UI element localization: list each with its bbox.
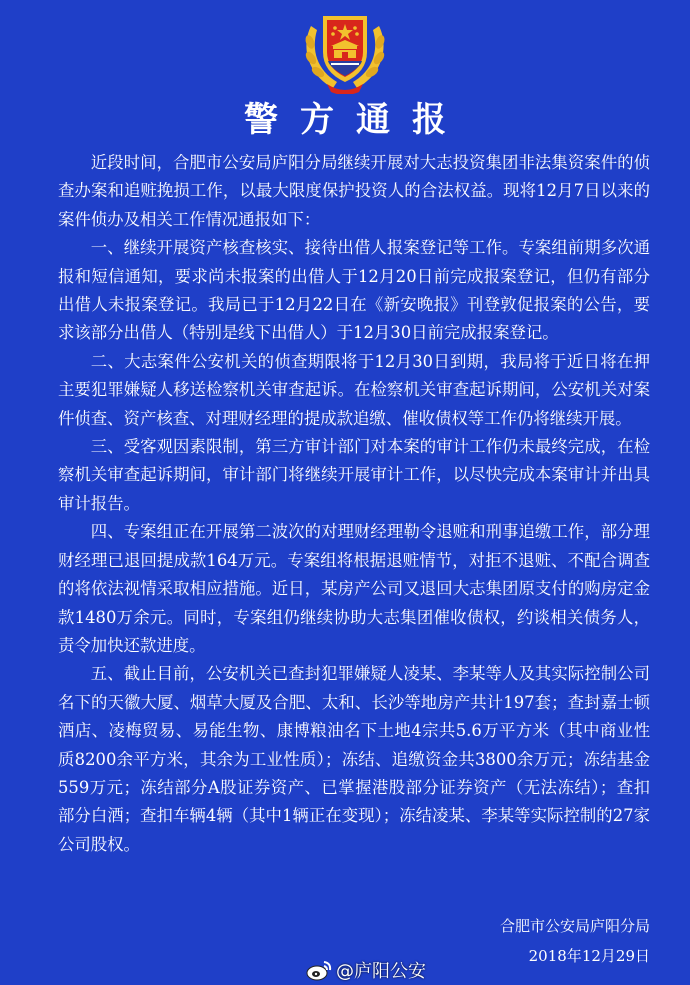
police-emblem-icon — [297, 6, 393, 94]
weibo-account-label: @庐阳公安 — [336, 961, 426, 982]
weibo-watermark — [306, 956, 426, 984]
section-3-paragraph: 三、受客观因素限制，第三方审计部门对本案的审计工作仍未最终完成，在检察机关审查起诉期间，审计部门将继续开展审计工作，以尽快完成本案审计并出具审计报告。 — [58, 437, 650, 513]
issue-date: 2018年12月29日 — [528, 947, 650, 965]
weibo-icon — [306, 959, 332, 981]
section-2-paragraph: 二、大志案件公安机关的侦查期限将于12月30日到期，我局将于近日将在押主要犯罪嫌疑人移送检察机关审查起诉。在检察机关审查起诉期间，公安机关对案件侦查、资产核查、对理财经理的提成款追缴、催收债权等工作仍将继续开展。 — [58, 351, 650, 428]
notice-body — [58, 149, 650, 859]
section-4-paragraph: 四、专案组正在开展第二波次的对理财经理勒令退赃和刑事追缴工作，部分理财经理已退回提成款164万元。专案组将根据退赃情节，对拒不退赃、不配合调查的将依法视情采取相应措施。近日，某房产公司又退回大志集团原支付的购房定金款1480万余元。同时，专案组仍继续协助大志集团催收债权，约谈相关债务人，责令加快还款进度。 — [58, 522, 650, 655]
page-title: 警方通报 — [244, 100, 468, 140]
section-1-paragraph: 一、继续开展资产核查核实、接待出借人报案登记等工作。专案组前期多次通报和短信通知，要求尚未报案的出借人于12月20日前完成报案登记，但仍有部分出借人未报案登记。我局已于12月22日在《新安晚报》刊登敦促报案的公告，要求该部分出借人（特别是线下出借人）于12月30日前完成报案登记。 — [58, 238, 650, 343]
signoff-block — [500, 911, 650, 971]
section-5-paragraph: 五、截止目前，公安机关已查封犯罪嫌疑人凌某、李某等人及其实际控制公司名下的天徽大厦、烟草大厦及合肥、太和、长沙等地房产共计197套；查封嘉士顿酒店、凌梅贸易、易能生物、康博粮油名下土地4宗共5.6万平方米（其中商业性质8200余平方米，其余为工业性质）；冻结、追缴资金共3800余万元；冻结基金559万元；冻结部分A股证券资产、已掌握港股部分证券资产（无法冻结）；查扣部分白酒；查扣车辆4辆（其中1辆正在变现）；冻结凌某、李某等实际控制的27家公司股权。 — [58, 664, 650, 854]
intro-paragraph: 近段时间，合肥市公安局庐阳分局继续开展对大志投资集团非法集资案件的侦查办案和追赃挽损工作，以最大限度保护投资人的合法权益。现将12月7日以来的案件侦办及相关工作情况通报如下： — [58, 153, 650, 229]
issuing-organization: 合肥市公安局庐阳分局 — [499, 917, 650, 935]
